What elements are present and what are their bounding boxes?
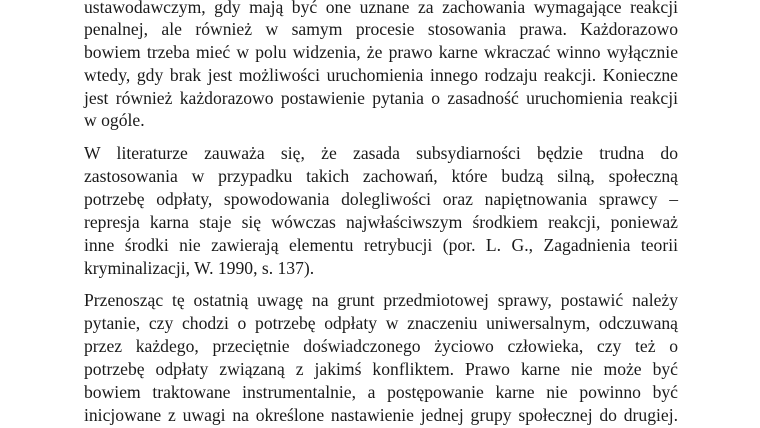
text-line: penalnej, ale również w samym procesie stosowania prawa. Każdorazowo bbox=[84, 19, 678, 39]
text-line: bowiem traktowane instrumentalnie, a postępowanie karne nie powinno być bbox=[84, 382, 678, 402]
text-line: w ogóle. bbox=[84, 110, 145, 130]
text-line: wtedy, gdy brak jest możliwości uruchomienia innego rodzaju reakcji. Konieczne bbox=[84, 65, 678, 85]
text-line: inicjowane z uwagi na określone nastawienie jednej grupy społecznej do drugiej. bbox=[84, 405, 678, 425]
text-line: inne środki nie zawierają elementu retrybucji (por. L. G., Zagadnienia teorii bbox=[84, 235, 678, 255]
text-line: potrzebę odpłaty, spowodowania dolegliwości oraz napiętnowania sprawcy – bbox=[84, 189, 678, 209]
text-line: zastosowania w przypadku takich zachowań, które budzą silną, społeczną bbox=[84, 166, 678, 186]
text-line: Przenosząc tę ostatnią uwagę na grunt przedmiotowej sprawy, postawić należy bbox=[84, 290, 678, 310]
text-line: kryminalizacji, W. 1990, s. 137). bbox=[84, 258, 315, 278]
text-line: represja karna staje się wówczas najwłaściwszym środkiem reakcji, ponieważ bbox=[84, 212, 678, 232]
text-line: jest również każdorazowo postawienie pytania o zasadność uruchomienia reakcji bbox=[84, 88, 678, 108]
text-line: ustawodawczym, gdy mają być one uznane za zachowania wymagające reakcji bbox=[84, 0, 678, 17]
text-line: bowiem trzeba mieć w polu widzenia, że prawo karne wkraczać winno wyłącznie bbox=[84, 42, 678, 62]
text-line: pytanie, czy chodzi o potrzebę odpłaty w znaczeniu uniwersalnym, odczuwaną bbox=[84, 313, 678, 333]
text-line: W literaturze zauważa się, że zasada subsydiarności będzie trudna do bbox=[84, 143, 678, 163]
text-line: przez każdego, przeciętnie doświadczonego życiowo człowieka, czy też o bbox=[84, 336, 678, 356]
text-line: potrzebę odpłaty związaną z jakimś konfliktem. Prawo karne nie może być bbox=[84, 359, 678, 379]
